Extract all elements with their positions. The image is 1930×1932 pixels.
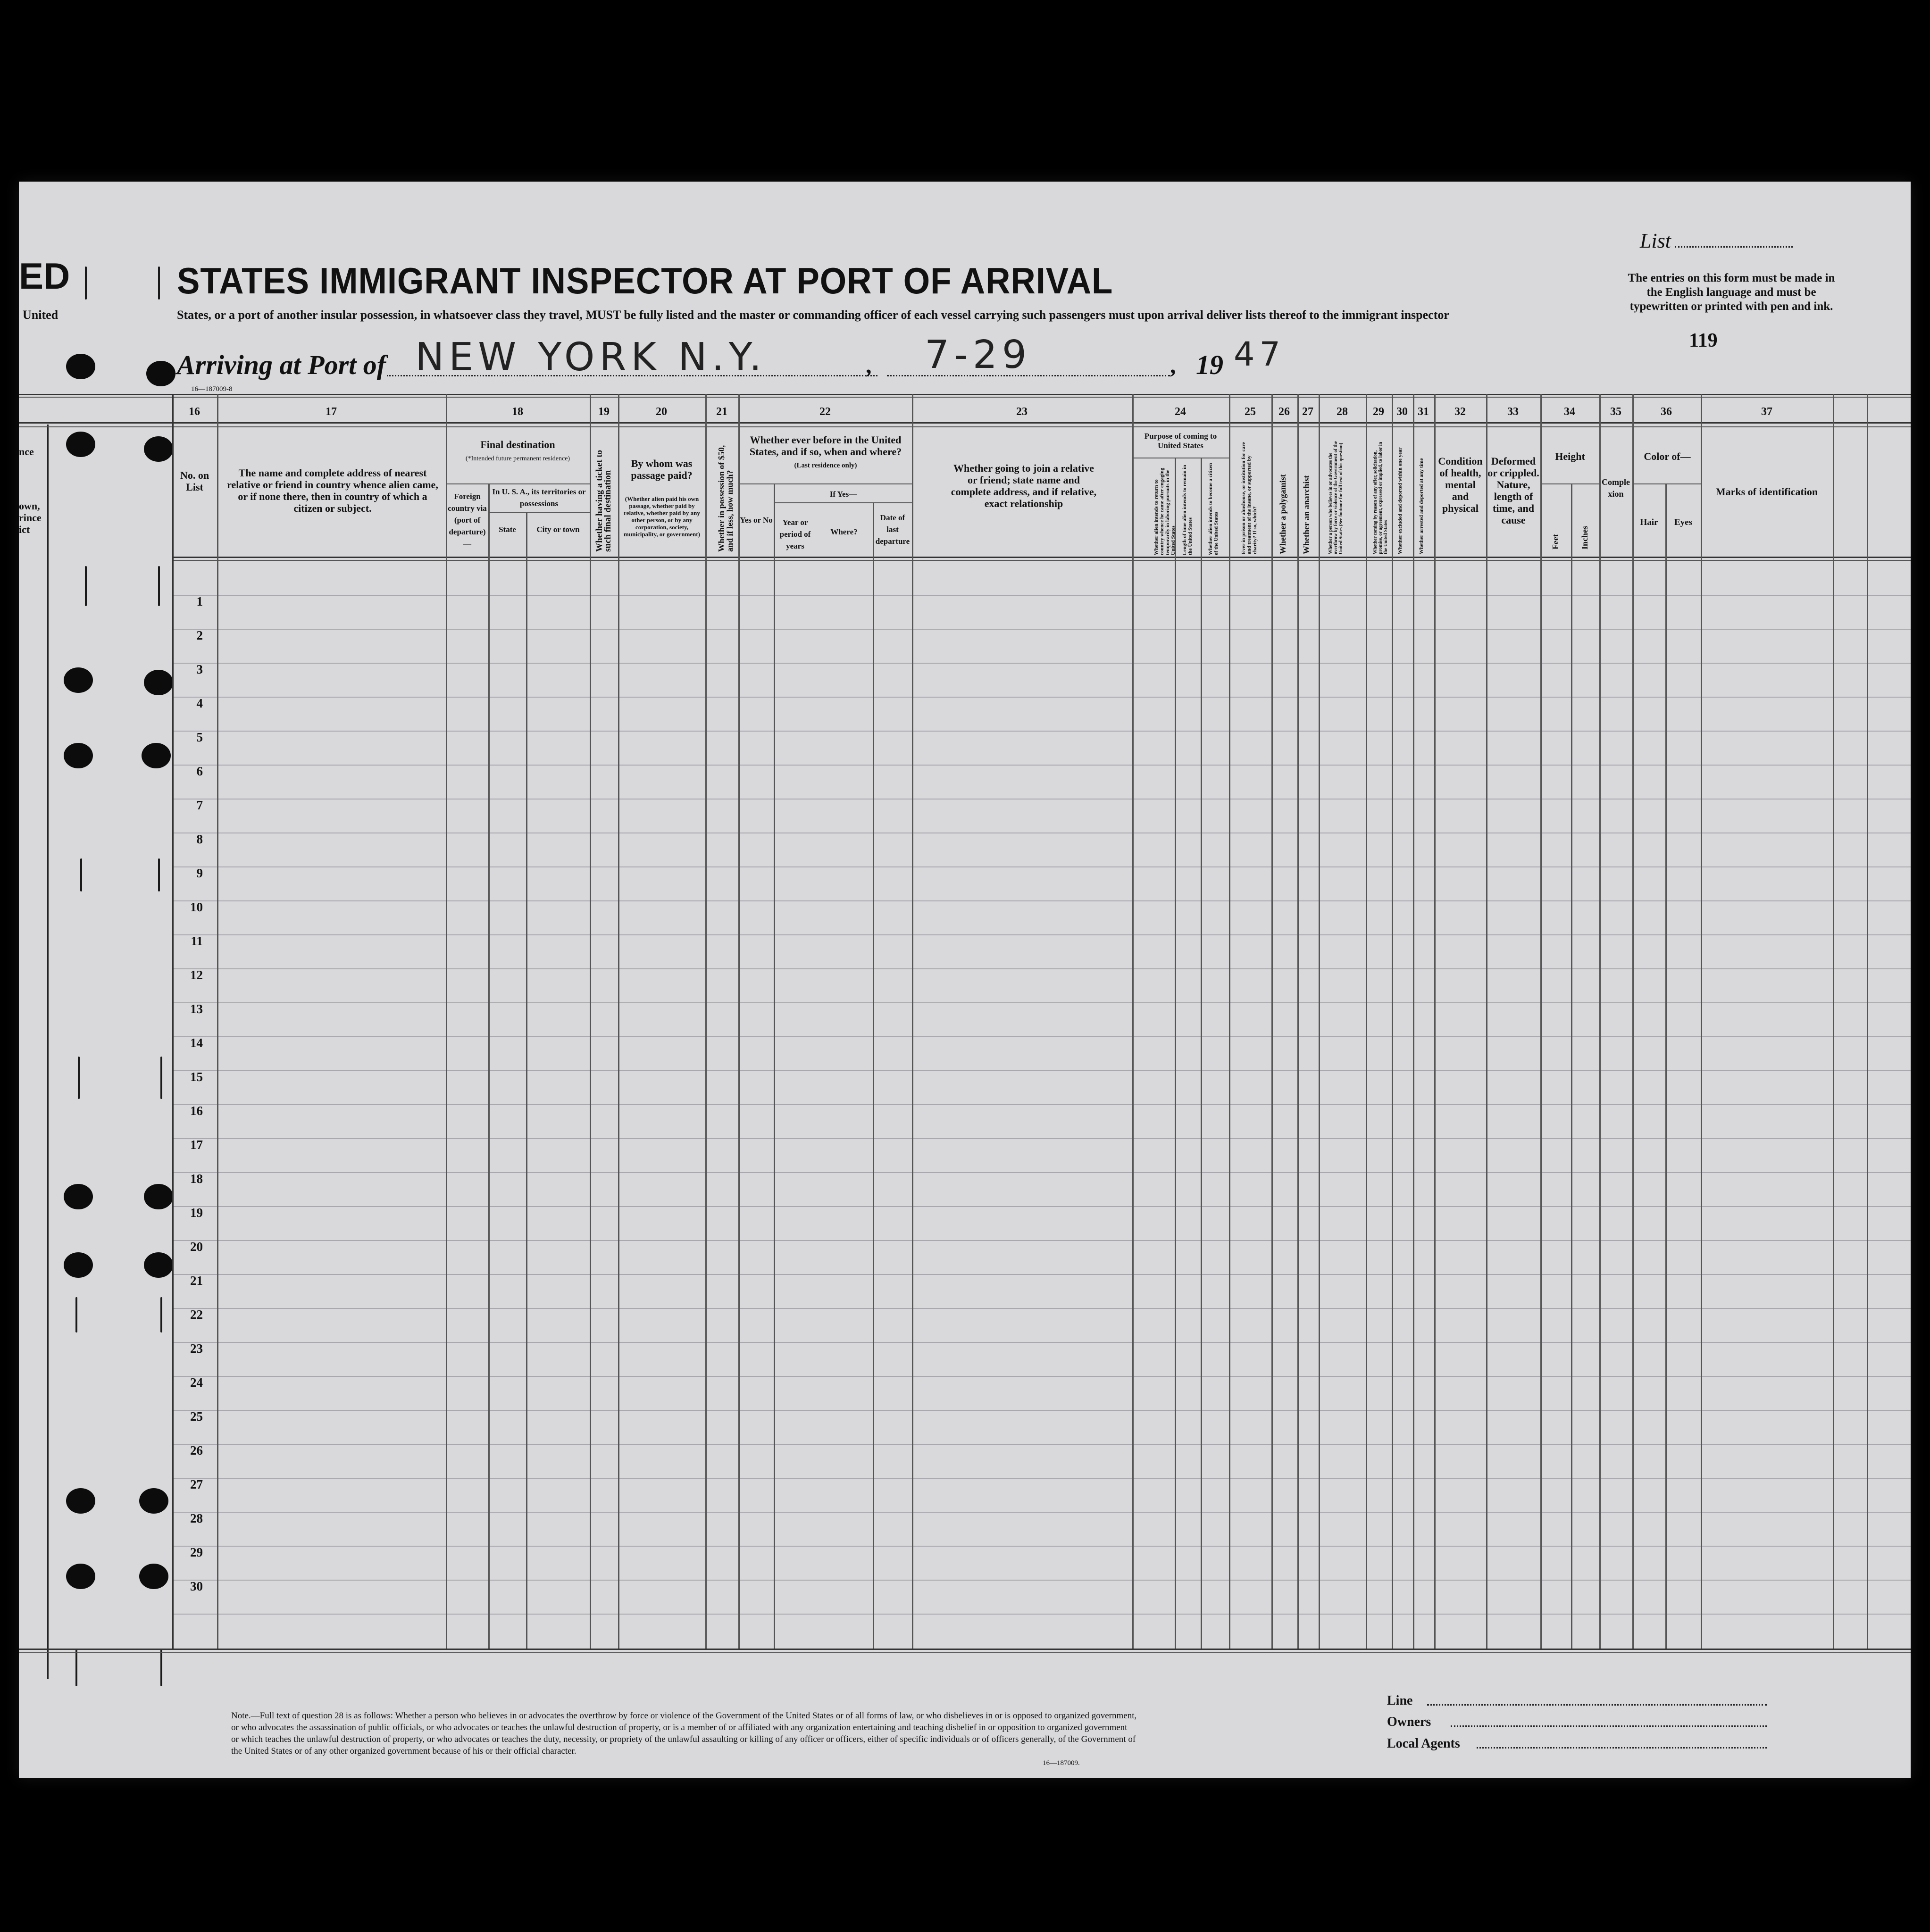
subheader-rule (1632, 483, 1701, 484)
row-number: 10 (190, 900, 203, 914)
edge-fragment: rince (19, 512, 42, 524)
owners-field (1451, 1725, 1767, 1727)
edge-border (47, 425, 49, 1679)
staple-mark (75, 1297, 77, 1332)
row-number: 2 (196, 628, 203, 642)
header-deformed: Deformed or crippled. Nature, length of time, and cause (1487, 455, 1539, 526)
row-number: 25 (190, 1409, 203, 1424)
date-handwritten: 7-29 (925, 333, 1032, 377)
punch-hole (66, 1488, 95, 1514)
header-purpose-return: Whether alien intends to return to country whence he came after engaging temporarily in laboring pursuits in the United States (1153, 467, 1176, 555)
staple-mark (160, 1057, 162, 1099)
punch-hole (64, 743, 93, 768)
punch-hole (66, 1564, 95, 1589)
form-instructions: The entries on this form must be made in the English language and must be typewritten or printed with pen and ink. (1628, 272, 1835, 313)
row-number: 6 (196, 764, 203, 778)
punch-hole (139, 1488, 168, 1514)
header-state: State (499, 525, 516, 534)
header-excluded: Whether excluded and deported within one year (1397, 447, 1403, 554)
row-number: 17 (190, 1138, 203, 1152)
header-nearest-relative: The name and complete address of nearest relative or friend in country whence alien came, or if none there, then in country of which a citizen or subject. (227, 467, 438, 514)
header-before-note: (Last residence only) (794, 462, 857, 469)
header-bottom-rule (172, 557, 1911, 558)
header-bottom-rule (172, 560, 1911, 561)
form-code: 16—187009-8 (191, 385, 233, 393)
header-complexion: Complexion (1602, 477, 1630, 499)
row-number: 29 (190, 1545, 203, 1559)
staple-mark (160, 1649, 162, 1686)
header-final-destination: Final destination (480, 439, 555, 450)
subheader-rule (1540, 483, 1599, 484)
header-no-on-list: No. on List (180, 469, 209, 493)
table-bottom-rule (19, 1652, 1911, 1653)
header-city: City or town (536, 525, 580, 534)
staple-mark (158, 266, 160, 300)
header-passage-paid: By whom was passage paid? (631, 458, 693, 481)
owners-label: Owners (1387, 1715, 1431, 1729)
comma: , (1170, 352, 1176, 378)
header-inches: Inches (1580, 525, 1589, 550)
row-number: 12 (190, 968, 203, 982)
header-prison: Ever in prison or almshouse, or institution for care and treatment of the insane, or supported by charity? If so, which? (1241, 442, 1258, 554)
header-polygamist: Whether a polygamist (1278, 474, 1287, 554)
header-feet: Feet (1551, 534, 1560, 550)
row-number: 7 (196, 798, 203, 812)
staple-mark (80, 858, 82, 891)
header-last-departure: Date of last departure (875, 513, 910, 546)
header-fifty-dollars: Whether in possession of $50, and if less, how much? (717, 445, 735, 552)
footer-form-code: 16—187009. (1043, 1759, 1080, 1767)
header-color-of: Color of— (1644, 450, 1691, 462)
header-join-relative: Whether going to join a relative or friend; state name and complete address, and if relative, exact relationship (951, 462, 1097, 509)
table-bottom-rule (19, 1649, 1911, 1650)
header-before-in-us: Whether ever before in the United States, and if so, when and where? (749, 434, 902, 458)
header-passage-note: (Whether alien paid his own passage, whether paid by relative, whether paid by any other person, or by any corporation, society, municipality, or government) (624, 495, 700, 538)
header-marks: Marks of identification (1715, 486, 1818, 498)
punch-hole (66, 354, 95, 379)
row-number: 16 (190, 1104, 203, 1118)
row-number: 24 (190, 1375, 203, 1390)
row-number: 3 (196, 662, 203, 676)
list-label: List (1640, 229, 1793, 253)
staple-mark (158, 858, 160, 891)
column-number-rule (19, 422, 1911, 424)
header-years: Year or period of years (779, 518, 811, 550)
subheader-rule (774, 502, 912, 503)
line-field (1427, 1704, 1767, 1706)
header-purpose-length: Length of time alien intends to remain in the United States (1182, 465, 1193, 555)
form-subtitle: States, or a port of another insular possession, in whatsoever class they travel, MUST be fully listed and the master or commanding officer of each vessel carrying such passengers must upon arrival deliver lists thereof to the immigrant inspector (177, 308, 1449, 322)
header-anarchist: Whether an anarchist (1302, 475, 1311, 554)
year-prefix: 19 (1196, 350, 1223, 380)
row-number: 8 (196, 832, 203, 846)
punch-hole (66, 432, 95, 457)
header-where: Where? (830, 527, 858, 536)
header-if-yes: If Yes— (829, 490, 857, 499)
header-final-destination-note: (*Intended future permanent residence) (465, 455, 570, 462)
punch-hole (64, 1252, 93, 1278)
row-number: 4 (196, 696, 203, 710)
staple-mark (85, 266, 87, 300)
punch-hole (64, 1184, 93, 1209)
punch-hole (142, 743, 171, 768)
row-number: 26 (190, 1443, 203, 1457)
port-handwritten: NEW YORK N.Y. (415, 335, 767, 380)
header-yes-no: Yes or No (740, 516, 773, 525)
comma: , (866, 352, 872, 378)
punch-hole (146, 361, 175, 386)
row-number: 1 (196, 594, 203, 608)
staple-mark (75, 1649, 77, 1686)
header-ticket: Whether having a ticket to such final destination (594, 450, 613, 552)
row-number: 14 (190, 1036, 203, 1050)
arriving-label: Arriving at Port of (177, 350, 386, 380)
row-number: 9 (196, 866, 203, 880)
row-number: 22 (190, 1307, 203, 1322)
punch-hole (144, 670, 173, 695)
row-number: 21 (190, 1274, 203, 1288)
row-number: 30 (190, 1579, 203, 1593)
line-label: Line (1387, 1693, 1413, 1708)
year-handwritten: 47 (1234, 335, 1286, 374)
table-top-rule (19, 397, 1911, 398)
row-number: 20 (190, 1240, 203, 1254)
staple-mark (85, 566, 87, 606)
agents-label: Local Agents (1387, 1736, 1460, 1751)
row-number: 28 (190, 1511, 203, 1525)
edge-fragment-ed: ED (19, 255, 70, 297)
column-number-rule (19, 426, 1911, 427)
form-title: STATES IMMIGRANT INSPECTOR AT PORT OF ARRIVAL (177, 260, 1113, 301)
header-purpose-citizen: Whether alien intends to become a citizen of the United States (1208, 463, 1219, 555)
staple-mark (158, 566, 160, 606)
header-foreign-country: Foreign country via (port of departure)— (448, 492, 487, 548)
row-number: 15 (190, 1070, 203, 1084)
header-purpose: Purpose of coming to United States (1144, 432, 1217, 450)
page-number: 119 (1689, 330, 1718, 351)
punch-hole (144, 1184, 173, 1209)
edge-fragment: nce (19, 446, 34, 458)
subheader-rule (738, 483, 912, 484)
edge-fragment: ict (19, 524, 30, 535)
header-eyes: Eyes (1674, 517, 1692, 527)
punch-hole (139, 1564, 168, 1589)
header-overthrow: Whether a person who believes in or advocates the overthrow by force or violence of the Government of the United States (See footnote for full text of this question) (1328, 441, 1344, 554)
header-hair: Hair (1640, 517, 1658, 527)
manifest-sheet: ED United nce own, rince ict STATES IMMIGRANT INSPECTOR AT PORT OF ARRIVAL States, or a port of another insular possession, in whatsoever class they travel, MUST be fully listed and the master or commanding officer of each vessel carrying such passengers must upon arrival deliver lists thereof to the immigrant inspector List The entries on this form must be made in the English language and must be typewritten or printed with pen and ink. 119 Arriving at Port of NEW YORK N.Y. , 7-29 , 19 47 16—187009-8 16 17 18 19 20 21 22 23 24 25 26 27 28 29 30 31 32 33 34 35 36 37 No. on List The name and complete address of nearest relative or friend in country whence alien came, or if none there, then in country of which a citizen or subject. Final destination (*Intended future permanent residence) Foreign country via (port of departure)— In U. S. A., its territories or possessions State City or town Whether having a ticket to such final destination By whom was passage paid? (Whether alien paid his own passage, whether paid by relative, whether paid by any other person, or by any corporation, society, municipality, or government) Whether in possession of $50, and if less, how much? Whether ever before in the United States, and if so, when and where? (Last residence only) Yes or No If Yes— Year or period of years Where? Date of last departure Whether going to join a relative or friend; state name and complete address, and if relative, exact relationship Purpose of coming to United States Whether alien intends to return to country whence he came after engaging temporarily in laboring pursuits in the United States Length of time alien intends to remain in the United States Whether alien intends to become a citizen of the United States Ever in prison or almshouse, or institution for care and treatment of the insane, or supported by charity? If so, which? Whether a polygamist Whether an anarchist Whether a person who believes in or advocates the overthrow by force or violence of the Government of the United States (See footnote for full text of this question) Whether coming by reason of any offer, solicitation, promise, or agreement, expressed or implied, to labor in the United States Whether excluded and deported within one year Whether arrested and deported at any time Condition of health, mental and physical Deformed or crippled. Nature, length of time, and cause Height Feet Inches Complexion Color of— Hair Eyes Marks of identification 1 2 3 4 5 6 7 8 9 10 11 12 13 14 15 16 17 18 19 20 21 22 23 24 25 26 27 28 29 30 Note.—Full text of question 28 is as follows: Whether a person who believes in or advocates the overthrow by force or violence of the Government of the United States or of all forms of law, or who disbelieves in or is opposed to organized government, or who advocates the assassination of public officials, or who advocates or teaches the unlawful destruction of property, or is a member of or affiliated with any organization entertaining and teaching disbelief in or opposition to organized government or which teaches the unlawful destruction of property, or who advocates or teaches the duty, necessity, or propriety of the unlawful assaulting or killing of any officer or officers, either of specific individuals or of officers generally, of the Government of the United States or of any other organized government because of his or their official character. 16—187009. Line Owners Local Agents (19, 182, 1911, 1778)
header-labor-offer: Whether coming by reason of any offer, solicitation, promise, or agreement, expressed or implied, to labor in the United States (1373, 441, 1388, 554)
row-number: 11 (191, 934, 203, 948)
row-number: 13 (190, 1002, 203, 1016)
subheader-rule (488, 512, 590, 513)
edge-fragment: own, (19, 500, 40, 512)
edge-fragment-united: United (23, 308, 58, 322)
row-number: 18 (190, 1172, 203, 1186)
row-number: 23 (190, 1341, 203, 1356)
table-top-rule (19, 394, 1911, 395)
row-number: 5 (196, 730, 203, 744)
punch-hole (144, 436, 173, 462)
header-deported: Whether arrested and deported at any time (1419, 458, 1424, 554)
punch-hole (144, 1252, 173, 1278)
agents-field (1477, 1747, 1767, 1749)
header-health: Condition of health, mental and physical (1438, 455, 1483, 514)
subheader-rule (446, 483, 590, 484)
staple-mark (78, 1057, 80, 1099)
row-number: 27 (190, 1477, 203, 1491)
header-height: Height (1555, 450, 1585, 462)
punch-hole (64, 667, 93, 693)
header-in-usa: In U. S. A., its territories or possessions (492, 487, 586, 508)
staple-mark (160, 1297, 162, 1332)
row-number: 19 (190, 1206, 203, 1220)
footnote: Note.—Full text of question 28 is as follows: Whether a person who believes in or advocates the overthrow by force or violence of the Government of the United States or of all forms of law, or who disbelieves in or is opposed to organized government, or who advocates the assassination of public officials, or who advocates or teaches the unlawful destruction of property, or is a member of or affiliated with any organization entertaining and teaching disbelief in or opposition to organized government or which teaches the unlawful destruction of property, or who advocates or teaches the duty, necessity, or propriety of the unlawful assaulting or killing of any officer or officers, either of specific individuals or of officers generally, of the Government of the United States or of any other organized government because of his or their official character. (231, 1711, 1137, 1756)
